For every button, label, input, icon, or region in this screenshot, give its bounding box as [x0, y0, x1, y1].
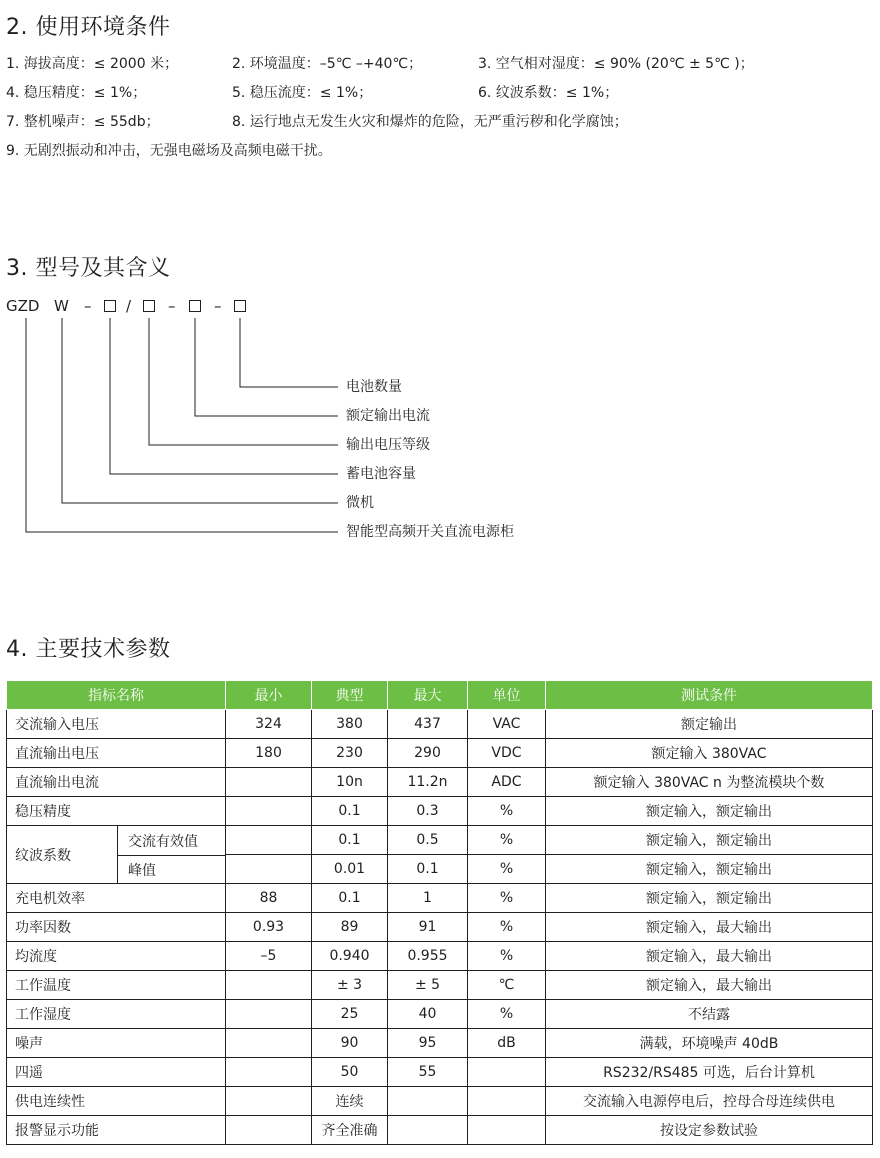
cell-max: 40 — [388, 1000, 468, 1029]
cell-max: 290 — [388, 739, 468, 768]
cell-max: 437 — [388, 710, 468, 739]
cell-condition: 额定输入，额定输出 — [546, 826, 873, 855]
table-row — [7, 1029, 873, 1058]
cell-name: 四遥 — [7, 1058, 226, 1087]
table-row — [7, 1116, 873, 1145]
cell-name: 噪声 — [7, 1029, 226, 1058]
cell-max: 91 — [388, 913, 468, 942]
cell-min — [226, 797, 312, 826]
ripple-sub-rms: 交流有效值 — [128, 834, 198, 850]
cell-condition: 额定输入，最大输出 — [546, 971, 873, 1000]
env-item-current-precision: 5. 稳压流度：≤ 1%； — [232, 85, 373, 101]
cell-name: 直流输出电流 — [7, 768, 226, 797]
spec-table — [6, 680, 873, 1145]
cell-min — [226, 1000, 312, 1029]
cell-condition: 额定输入，最大输出 — [546, 913, 873, 942]
cell-unit — [468, 1058, 546, 1087]
header-min: 最小 — [226, 681, 312, 710]
cell-typ: 50 — [312, 1058, 388, 1087]
cell-name: 均流度 — [7, 942, 226, 971]
cell-typ: 连续 — [312, 1087, 388, 1116]
table-row — [7, 1058, 873, 1087]
cell-condition: 交流输入电源停电后，控母合母连续供电 — [546, 1087, 873, 1116]
cell-min: –5 — [226, 942, 312, 971]
cell-unit: % — [468, 855, 546, 884]
section-2-heading: 2. 使用环境条件 — [6, 15, 171, 40]
header-max: 最大 — [388, 681, 468, 710]
model-dash: – — [168, 297, 176, 315]
header-condition: 测试条件 — [546, 681, 873, 710]
cell-min — [226, 768, 312, 797]
meaning-battery-capacity: 蓄电池容量 — [346, 466, 416, 482]
cell-typ: 0.1 — [312, 797, 388, 826]
env-item-temperature: 2. 环境温度：–5℃ –+40℃； — [232, 56, 423, 72]
cell-min — [226, 826, 312, 855]
model-connector-lines — [0, 0, 880, 560]
cell-max: 0.3 — [388, 797, 468, 826]
env-item-vibration: 9. 无剧烈振动和冲击，无强电磁场及高频电磁干扰。 — [6, 143, 332, 159]
cell-unit: % — [468, 826, 546, 855]
cell-typ: 380 — [312, 710, 388, 739]
cell-typ: 0.1 — [312, 884, 388, 913]
table-row — [7, 942, 873, 971]
table-row — [7, 739, 873, 768]
ripple-sub-peak: 峰值 — [128, 863, 156, 879]
cell-name: 稳压精度 — [7, 797, 226, 826]
section-4-heading: 4. 主要技术参数 — [6, 637, 171, 662]
cell-unit: ℃ — [468, 971, 546, 1000]
cell-name: 功率因数 — [7, 913, 226, 942]
cell-unit: % — [468, 797, 546, 826]
cell-condition: 额定输入 380VAC — [546, 739, 873, 768]
header-unit: 单位 — [468, 681, 546, 710]
cell-min: 180 — [226, 739, 312, 768]
cell-typ: 0.1 — [312, 826, 388, 855]
table-row — [7, 1000, 873, 1029]
cell-unit: VAC — [468, 710, 546, 739]
cell-typ: 25 — [312, 1000, 388, 1029]
table-header-row — [7, 681, 873, 710]
cell-unit: % — [468, 1000, 546, 1029]
table-row — [7, 797, 873, 826]
cell-max: 95 — [388, 1029, 468, 1058]
ripple-sub-divider — [117, 855, 226, 856]
cell-unit: dB — [468, 1029, 546, 1058]
cell-name: 工作温度 — [7, 971, 226, 1000]
cell-typ: 10n — [312, 768, 388, 797]
meaning-voltage-level: 输出电压等级 — [346, 437, 430, 453]
cell-unit — [468, 1087, 546, 1116]
cell-min: 0.93 — [226, 913, 312, 942]
cell-condition: RS232/RS485 可选，后台计算机 — [546, 1058, 873, 1087]
cell-max: 1 — [388, 884, 468, 913]
cell-typ: 齐全准确 — [312, 1116, 388, 1145]
cell-unit: VDC — [468, 739, 546, 768]
table-row — [7, 884, 873, 913]
meaning-output-current: 额定输出电流 — [346, 408, 430, 424]
cell-max: ± 5 — [388, 971, 468, 1000]
cell-unit — [468, 1116, 546, 1145]
cell-name: 报警显示功能 — [7, 1116, 226, 1145]
cell-max: 0.1 — [388, 855, 468, 884]
table-row — [7, 913, 873, 942]
cell-min — [226, 855, 312, 884]
cell-min — [226, 1058, 312, 1087]
cell-max — [388, 1087, 468, 1116]
section-3-heading: 3. 型号及其含义 — [6, 256, 171, 281]
meaning-battery-count: 电池数量 — [346, 379, 402, 395]
cell-min: 88 — [226, 884, 312, 913]
cell-typ: 89 — [312, 913, 388, 942]
cell-max — [388, 1116, 468, 1145]
cell-min: 324 — [226, 710, 312, 739]
cell-condition: 满载，环境噪声 40dB — [546, 1029, 873, 1058]
header-typ: 典型 — [312, 681, 388, 710]
env-item-altitude: 1. 海拔高度：≤ 2000 米； — [6, 56, 179, 72]
cell-typ: 90 — [312, 1029, 388, 1058]
cell-name: 纹波系数 — [15, 847, 71, 864]
cell-unit: % — [468, 884, 546, 913]
env-item-ripple: 6. 纹波系数：≤ 1%； — [478, 85, 619, 101]
model-dash: – — [84, 297, 92, 315]
cell-name: 交流输入电压 — [7, 710, 226, 739]
cell-condition: 额定输入，额定输出 — [546, 884, 873, 913]
cell-max: 55 — [388, 1058, 468, 1087]
cell-name: 供电连续性 — [7, 1087, 226, 1116]
env-item-location: 8. 运行地点无发生火灾和爆炸的危险，无严重污秽和化学腐蚀； — [232, 114, 628, 130]
cell-typ: 230 — [312, 739, 388, 768]
env-item-humidity: 3. 空气相对湿度：≤ 90% (20℃ ± 5℃ )； — [478, 56, 754, 72]
cell-condition: 额定输入，额定输出 — [546, 855, 873, 884]
cell-min — [226, 1116, 312, 1145]
cell-condition: 额定输入 380VAC n 为整流模块个数 — [546, 768, 873, 797]
cell-condition: 按设定参数试验 — [546, 1116, 873, 1145]
cell-typ: 0.01 — [312, 855, 388, 884]
cell-name: 直流输出电压 — [7, 739, 226, 768]
env-item-noise: 7. 整机噪声：≤ 55db； — [6, 114, 160, 130]
cell-max: 11.2n — [388, 768, 468, 797]
cell-condition: 不结露 — [546, 1000, 873, 1029]
cell-name: 工作湿度 — [7, 1000, 226, 1029]
table-row — [7, 971, 873, 1000]
cell-typ: 0.940 — [312, 942, 388, 971]
table-row — [7, 710, 873, 739]
header-name: 指标名称 — [7, 681, 226, 710]
cell-condition: 额定输入，额定输出 — [546, 797, 873, 826]
cell-max: 0.955 — [388, 942, 468, 971]
env-item-voltage-precision: 4. 稳压精度：≤ 1%； — [6, 85, 147, 101]
table-row — [7, 768, 873, 797]
table-row — [7, 1087, 873, 1116]
cell-condition: 额定输出 — [546, 710, 873, 739]
cell-min — [226, 1029, 312, 1058]
cell-max: 0.5 — [388, 826, 468, 855]
model-prefix: GZD — [6, 297, 40, 315]
model-w: W — [54, 297, 69, 315]
cell-min — [226, 971, 312, 1000]
meaning-product-name: 智能型高频开关直流电源柜 — [346, 524, 514, 540]
cell-min — [226, 1087, 312, 1116]
meaning-microcomputer: 微机 — [346, 495, 374, 511]
cell-unit: % — [468, 913, 546, 942]
cell-unit: ADC — [468, 768, 546, 797]
cell-typ: ± 3 — [312, 971, 388, 1000]
model-slash: / — [126, 297, 132, 315]
model-dash: – — [214, 297, 222, 315]
cell-unit: % — [468, 942, 546, 971]
cell-name: 充电机效率 — [7, 884, 226, 913]
cell-condition: 额定输入，最大输出 — [546, 942, 873, 971]
